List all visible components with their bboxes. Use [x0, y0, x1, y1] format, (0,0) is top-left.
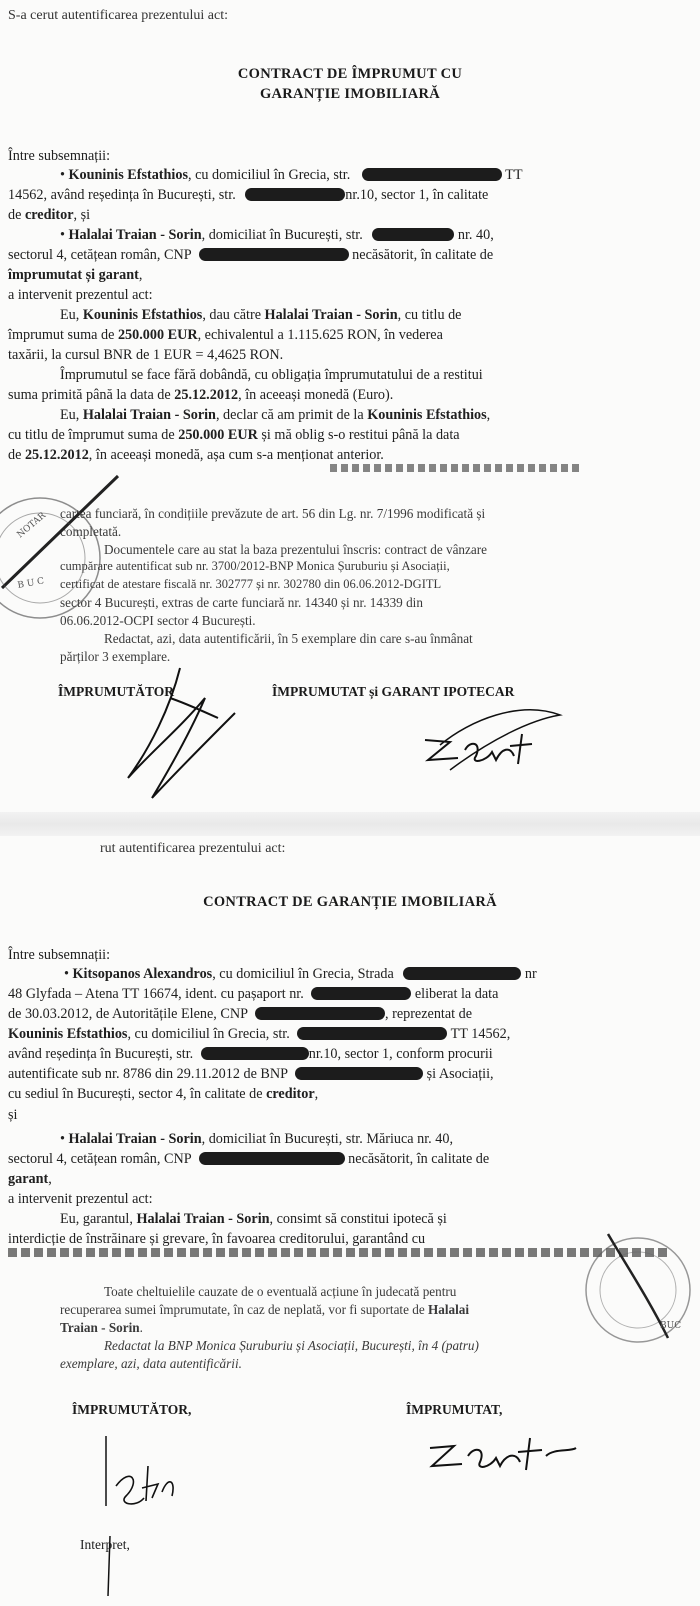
guarantor-role: garant [8, 1171, 49, 1187]
debtor-name: Halalai [428, 1302, 470, 1317]
creditor-clause-line-5: având reședința în București, str. nr.10, sector 1, conform procurii [8, 1046, 493, 1062]
borrower-signature-label: ÎMPRUMUTAT și GARANT IPOTECAR [272, 684, 515, 699]
repayment-date: 25.12.2012 [174, 387, 239, 403]
notary-stamp-icon [568, 1228, 700, 1348]
costs-line-3: Traian - Sorin. [60, 1320, 143, 1335]
borrower-signature-label: ÎMPRUMUTAT, [406, 1402, 503, 1417]
redaction-bar [201, 1047, 309, 1060]
creditor-name: Kouninis Efstathios [68, 167, 188, 183]
declaration-line-3: de 25.12.2012, în aceeași monedă, așa cum s-a menționat anterior. [8, 447, 384, 463]
loan-clause-line-2: împrumut suma de 250.000 EUR, echivalentul a 1.115.625 RON, în vederea [8, 327, 443, 343]
lower-text-line-2: completată. [60, 524, 122, 539]
and-line: și [8, 1107, 18, 1123]
residence-text-end: nr.10, sector 1, în calitate [345, 187, 489, 203]
borrower-name: Halalai Traian - Sorin [264, 307, 398, 323]
lender-signature-icon [96, 1426, 216, 1596]
lower-text-line-8: Redactat, azi, data autentificării, în 5 exemplare din care s-au înmânat [104, 631, 473, 646]
lower-text-line-5: certificat de atestare fiscală nr. 302777 și nr. 302780 din 06.06.2012-DGITL [60, 577, 442, 591]
creditor-clause-line-6: autentificate sub nr. 8786 din 29.11.2012 de BNP și Asociații, [8, 1066, 494, 1082]
guarantor-clause-line-1: • Halalai Traian - Sorin, domiciliat în București, str. Măriuca nr. 40, [60, 1131, 453, 1147]
interpreter-label: Interpret, [80, 1537, 130, 1552]
authentication-header: S-a cerut autentificarea prezentului act: [8, 8, 228, 23]
lower-text-line-4: cumpărare autentificat sub nr. 3700/2012-BNP Monica Șuruburiu și Asociații, [60, 559, 450, 573]
creditor-clause-line-1: • Kouninis Efstathios, cu domiciliul în Grecia, str. TT [60, 167, 523, 183]
borrower-signature-icon [410, 690, 580, 790]
redaction-bar [245, 188, 345, 201]
redaction-bar [362, 168, 502, 181]
redaction-bar [199, 248, 349, 261]
contract-title-line-2: GARANȚIE IMOBILIARĂ [259, 86, 441, 102]
lower-text-line-1: cartea funciară, în condițiile prevăzute de art. 56 din Lg. nr. 7/1996 modificată și [60, 506, 486, 521]
borrower-name: Halalai Traian - Sorin [68, 227, 202, 243]
guarantor-name: Halalai Traian - Sorin [136, 1211, 270, 1227]
lender-name: Kouninis Efstathios [367, 407, 487, 423]
interest-clause-line-1: Împrumutul se face fără dobândă, cu obligația împrumutatului de a restitui [60, 367, 483, 383]
contract-title-line-1: CONTRACT DE ÎMPRUMUT CU [237, 66, 463, 82]
guarantee-clause-line-1: Eu, garantul, Halalai Traian - Sorin, consimt să constitui ipotecă și [60, 1211, 447, 1227]
guarantor-clause-line-3: garant, [8, 1171, 52, 1187]
creditor-clause-line-3: de 30.03.2012, de Autoritățile Elene, CNP , reprezentat de [8, 1006, 473, 1022]
page-separator [0, 812, 700, 836]
guarantee-contract-title: CONTRACT DE GARANȚIE IMOBILIARĂ [203, 894, 497, 910]
redaction-bar [311, 987, 411, 1000]
creditor-clause-line-3: de creditor, și [8, 207, 91, 223]
creditor-clause-line-2 [8, 186, 488, 204]
redaction-bar [403, 967, 521, 980]
declaration-line-1: Eu, Halalai Traian - Sorin, declar că am primit de la Kouninis Efstathios, [60, 407, 491, 423]
loan-amount: 250.000 EUR [117, 327, 198, 343]
lender-signature-label: ÎMPRUMUTĂTOR [58, 684, 174, 699]
redaction-bar [199, 1152, 345, 1165]
lower-text-line-9: părților 3 exemplare. [60, 649, 171, 664]
lender-signature-label: ÎMPRUMUTĂTOR, [72, 1402, 192, 1417]
creditor-text: , cu domiciliul în Grecia, str. [187, 167, 351, 183]
contract-page-2 [0, 836, 700, 1606]
declaration-line-2: cu titlu de împrumut suma de 250.000 EUR și mă oblig s-o restitui până la data [8, 427, 460, 443]
redaction-bar [297, 1027, 447, 1040]
guarantor-name: Halalai Traian - Sorin [68, 1131, 202, 1147]
lender-signature-icon [110, 658, 250, 808]
guarantor-clause-line-2: sectorul 4, cetățean român, CNP necăsătorit, în calitate de [8, 1151, 490, 1167]
interest-clause-line-2: suma primită până la data de 25.12.2012, în aceeași monedă (Euro). [8, 387, 394, 403]
lender-name: Kouninis Efstathios [82, 307, 203, 323]
drafted-line-1: Redactat la BNP Monica Șuruburiu și Asociații, București, în 4 (patru) [104, 1338, 479, 1353]
repayment-date: 25.12.2012 [24, 447, 89, 463]
lower-text-line-3: Documentele care au stat la baza prezentului înscris: contract de vânzare [104, 542, 487, 557]
creditor-clause-line-7: cu sediul în București, sector 4, în calitate de creditor, [8, 1086, 319, 1102]
parties-intro: Între subsemnații: [8, 947, 111, 963]
representative-name: Kouninis Efstathios [8, 1026, 128, 1042]
debtor-name: Traian - Sorin [60, 1320, 140, 1335]
svg-text:NOTAR: NOTAR [15, 510, 49, 541]
lower-text-line-7: 06.06.2012-OCPI sector 4 București. [60, 613, 256, 628]
creditor-name: Kitsopanos Alexandros [72, 966, 213, 982]
svg-text:BUC: BUC [660, 1321, 682, 1331]
creditor-role: creditor [266, 1086, 315, 1102]
loan-clause-line-1: Eu, Kouninis Efstathios, dau către Halalai Traian - Sorin, cu titlu de [60, 307, 462, 323]
creditor-clause-line-4: Kouninis Efstathios, cu domiciliul în Grecia, str. TT 14562, [8, 1026, 511, 1042]
loan-amount: 250.000 EUR [178, 427, 258, 443]
postal-code-label: TT [505, 167, 523, 183]
intervened-line: a intervenit prezentul act: [8, 287, 153, 303]
loan-clause-line-3: taxării, la cursul BNR de 1 EUR = 4,4625 RON. [8, 347, 284, 363]
borrower-name: Halalai Traian - Sorin [82, 407, 216, 423]
creditor-clause-line-1: • Kitsopanos Alexandros, cu domiciliul în Grecia, Strada nr [64, 966, 537, 982]
authentication-header: rut autentificarea prezentului act: [100, 841, 286, 856]
lower-text-line-6: sector 4 București, extras de carte funciară nr. 14340 și nr. 14339 din [60, 595, 423, 610]
notary-stamp-icon [0, 468, 120, 628]
parties-intro: Între subsemnații: [8, 148, 111, 164]
intervened-line: a intervenit prezentul act: [8, 1191, 153, 1207]
drafted-line-2: exemplare, azi, data autentificării. [60, 1356, 242, 1371]
borrower-role: împrumutat și garant [8, 267, 139, 283]
guarantee-clause-line-2: interdicție de înstrăinare și grevare, în favoarea creditorului, garantând cu [8, 1231, 426, 1247]
costs-line-2: recuperarea sumei împrumutate, în caz de neplată, vor fi suportate de Halalai [60, 1302, 470, 1317]
borrower-clause-line-2: sectorul 4, cetățean român, CNP necăsătorit, în calitate de [8, 247, 494, 263]
borrower-clause-line-3: împrumutat și garant, [8, 267, 143, 283]
borrower-clause-line-1: • Halalai Traian - Sorin, domiciliat în București, str. nr. 40, [60, 227, 494, 243]
redaction-bar [372, 228, 454, 241]
svg-text:B U C: B U C [16, 576, 45, 591]
cut-off-text-line [330, 464, 580, 472]
redaction-bar [255, 1007, 385, 1020]
residence-text: 14562, având reședința în București, str. [8, 187, 236, 203]
costs-line-1: Toate cheltuielile cauzate de o eventuală acțiune în judecată pentru [104, 1284, 457, 1299]
creditor-clause-line-2: 48 Glyfada – Atena TT 16674, ident. cu pașaport nr. eliberat la data [8, 986, 499, 1002]
borrower-signature-icon [420, 1408, 590, 1488]
creditor-role: creditor [24, 207, 74, 223]
redaction-bar [295, 1067, 423, 1080]
